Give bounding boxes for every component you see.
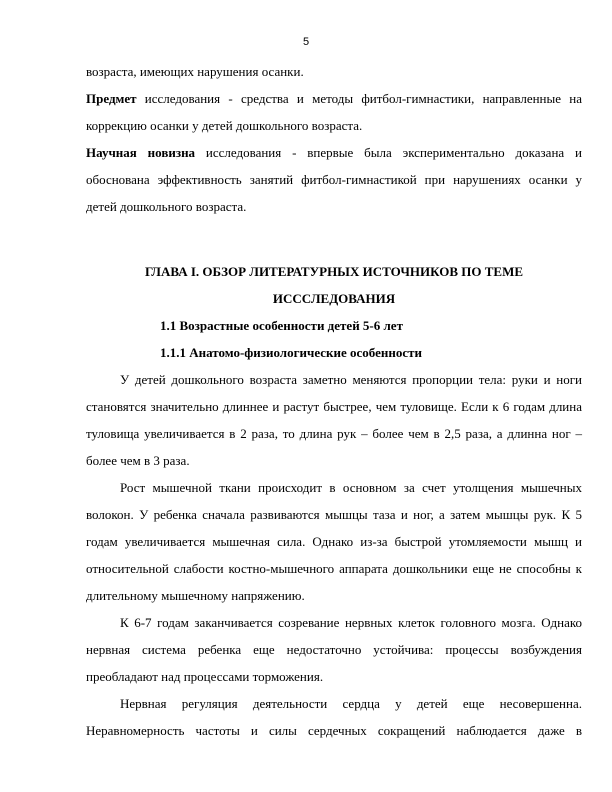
novelty-paragraph [86,139,582,220]
body-paragraph-1: У детей дошкольного возраста заметно меняются пропорции тела: руки и ноги становятся значительно длиннее и растут быстрее, чем туловище. Если к 6 годам длина туловища увеличивается в 2 раза, то длина рук – более чем в 2,5 раза, а длинна ног – более чем в 3 раза. [86,372,582,468]
section-heading: 1.1 Возрастные особенности детей 5-6 лет [160,318,403,333]
chapter-title-line2: ИСССЛЕДОВАНИЯ [272,291,396,306]
body-paragraph-4: Нервная регуляция деятельности сердца у детей еще несовершенна. Неравномерность частоты и силы сердечных сокращений наблюдается даже в [86,696,582,738]
subject-text: исследования - средства и методы фитбол-гимнастики, направленные на коррекцию осанки у детей дошкольного возраста. [86,91,582,133]
novelty-text: исследования - впервые была экспериментально доказана и обоснована эффективность занятий фитбол-гимнастикой при нарушениях осанки у детей дошкольного возраста. [86,145,582,214]
chapter-title-line1: ГЛАВА I. ОБЗОР ЛИТЕРАТУРНЫХ ИСТОЧНИКОВ ПО ТЕМЕ [144,264,524,279]
novelty-term: Научная новизна [86,145,196,160]
subject-paragraph [86,85,582,139]
chapter-block [86,258,582,744]
body-paragraph-3: К 6-7 годам заканчивается созревание нервных клеток головного мозга. Однако нервная система ребенка еще недостаточно устойчива: процессы возбуждения преобладают над процессами торможения. [86,615,582,684]
continued-paragraph: возраста, имеющих нарушения осанки. [86,64,304,79]
subsection-heading: 1.1.1 Анатомо-физиологические особенности [160,345,423,360]
body-paragraph-2: Рост мышечной ткани происходит в основном за счет утолщения мышечных волокон. У ребенка сначала развиваются мышцы таза и ног, а затем мышцы рук. К 5 годам увеличивается мышечная сила. Однако из-за быстрой утомляемости мышц и относительной слабости костно-мышечного аппарата дошкольники еще не способны к длительному мышечному напряжению. [86,480,582,603]
subject-term: Предмет [86,91,137,106]
text-block-top [86,58,582,220]
page-number: 5 [302,36,310,48]
